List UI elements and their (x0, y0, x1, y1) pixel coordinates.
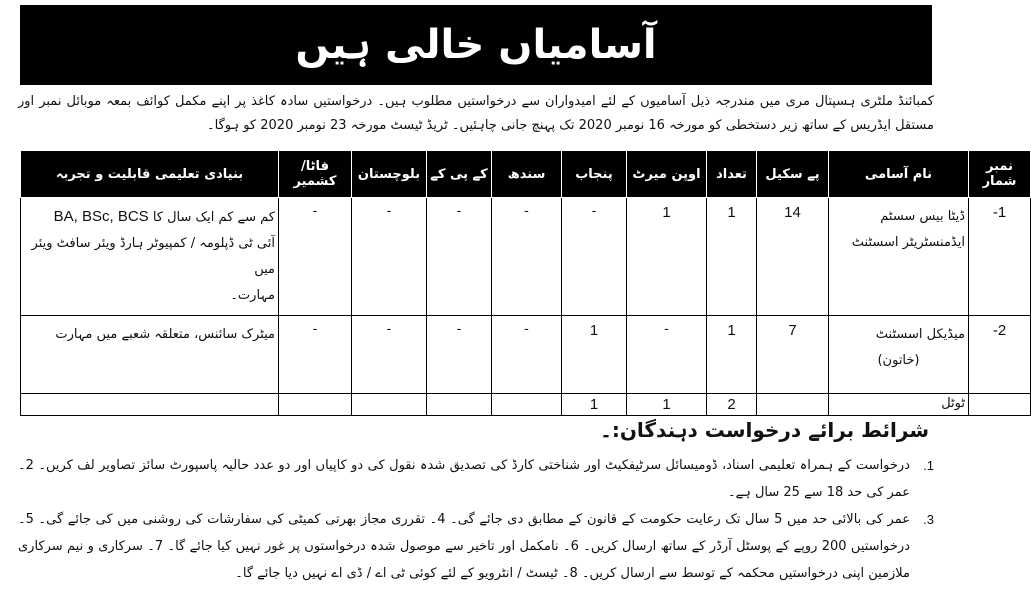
qual-line1 (24, 204, 275, 231)
post-line2: ایڈمنسٹریٹر اسسٹنٹ (851, 235, 965, 250)
cell-total-count: 2 (707, 394, 757, 416)
cell-total-blank (427, 394, 492, 416)
header-balochistan: بلوچستان (352, 151, 427, 198)
cell-total-blank (352, 394, 427, 416)
header-punjab: پنجاب (562, 151, 627, 198)
cell-qualification: میٹرک سائنس، متعلقہ شعبے میں مہارت (21, 316, 279, 394)
cell-total-open-merit: 1 (627, 394, 707, 416)
cell-fata: - (279, 198, 352, 316)
page-banner (20, 5, 932, 85)
post-line1: میڈیکل اسسٹنٹ (875, 327, 965, 342)
cell-total-blank (757, 394, 829, 416)
cell-count: 1 (707, 316, 757, 394)
cell-total-blank (21, 394, 279, 416)
cell-sr: 2- (969, 316, 1031, 394)
header-open-merit: اوپن میرٹ (627, 151, 707, 198)
table-row (21, 316, 1031, 394)
cell-kpk: - (427, 198, 492, 316)
intro-paragraph: کمبائنڈ ملٹری ہسپتال مری میں مندرجہ ذیل آسامیوں کے لئے امیدواران سے درخواستیں مطلوب ہیں۔ درخواستیں سادہ کاغذ پر اپنے مکمل کوائف بمعہ موبائل نمبر اور مستقل ایڈریس کے ساتھ زیر دستخطی کو مورخہ 16 نومبر 2020 تک پہنچ جانی چاہئیں۔ ٹریڈ ٹیسٹ مورخہ 23 نومبر 2020 کو ہوگا۔ (18, 94, 934, 133)
cell-sindh: - (492, 316, 562, 394)
cell-total-blank (279, 394, 352, 416)
cell-sindh: - (492, 198, 562, 316)
header-count: تعداد (707, 151, 757, 198)
cell-open-merit: - (627, 316, 707, 394)
cell-total-punjab: 1 (562, 394, 627, 416)
banner-title: آسامیاں خالی ہیں (295, 22, 657, 68)
header-sr: نمبر شمار (969, 151, 1031, 198)
cell-total-label: ٹوٹل (829, 394, 969, 416)
qual-text3: مہارت۔ (230, 288, 275, 303)
header-kpk: کے پی کے (427, 151, 492, 198)
cell-qualification (21, 198, 279, 316)
cell-kpk: - (427, 316, 492, 394)
cell-scale: 7 (757, 316, 829, 394)
header-sindh: سندھ (492, 151, 562, 198)
cell-balochistan: - (352, 316, 427, 394)
cell-punjab: - (562, 198, 627, 316)
cell-sr: 1- (969, 198, 1031, 316)
cell-fata: - (279, 316, 352, 394)
header-qualification: بنیادی تعلیمی قابلیت و تجربہ (21, 151, 279, 198)
cell-scale: 14 (757, 198, 829, 316)
post-line2: (خاتون) (877, 353, 920, 368)
header-fata: فاٹا/کشمیر (279, 151, 352, 198)
cell-punjab: 1 (562, 316, 627, 394)
table-row (21, 198, 1031, 316)
vacancy-table (20, 150, 1031, 416)
conditions-list (18, 452, 934, 587)
table-header-row (21, 151, 1031, 198)
header-scale: پے سکیل (757, 151, 829, 198)
cell-post (829, 198, 969, 316)
cell-count: 1 (707, 198, 757, 316)
item-text: درخواست کے ہمراہ تعلیمی اسناد، ڈومیسائل سرٹیفکیٹ اور شناختی کارڈ کی تصدیق شدہ نقول کی دو کاپیاں اور دو عدد حالیہ پاسپورٹ سائز تصاویر لف کریں۔ 2۔ عمر کی حد 18 سے 25 سال ہے۔ (18, 458, 910, 500)
cell-total-blank (969, 394, 1031, 416)
list-item (18, 506, 934, 587)
item-number: 3. (923, 512, 934, 527)
total-row (21, 394, 1031, 416)
cell-post (829, 316, 969, 394)
post-line1: ڈیٹا بیس سسٹم (880, 209, 965, 224)
list-item (18, 452, 934, 506)
cell-total-blank (492, 394, 562, 416)
qual-text1: کم سے کم ایک سال کا (152, 210, 275, 225)
cell-open-merit: 1 (627, 198, 707, 316)
item-text: عمر کی بالائی حد میں 5 سال تک رعایت حکومت کے قانون کے مطابق دی جائے گی۔ 4۔ تقرری مجاز بھرتی کمیٹی کی سفارشات کی روشنی میں کی جائے گی۔ 5۔ درخواستیں 200 روپے کے پوسٹل آرڈر کے ساتھ ارسال کریں۔ 6۔ نامکمل اور تاخیر سے موصول شدہ درخواستوں پر غور نہیں کیا جائے گا۔ 7۔ سرکاری و نیم سرکاری ملازمین اپنی درخواستیں محکمہ کے توسط سے ارسال کریں۔ 8۔ ٹیسٹ / انٹرویو کے لئے کوئی ٹی اے / ڈی اے نہیں دیا جائے گا۔ (18, 512, 910, 581)
item-number: 1. (923, 458, 934, 473)
qual-degrees: BA, BSc, BCS (53, 208, 149, 225)
header-post: نام آسامی (829, 151, 969, 198)
cell-balochistan: - (352, 198, 427, 316)
conditions-title: شرائط برائے درخواست دہندگان:۔ (600, 418, 929, 442)
qual-text2: آئی ٹی ڈپلومہ / کمپیوٹر ہارڈ ویئر سافٹ ویئر میں (31, 236, 275, 277)
